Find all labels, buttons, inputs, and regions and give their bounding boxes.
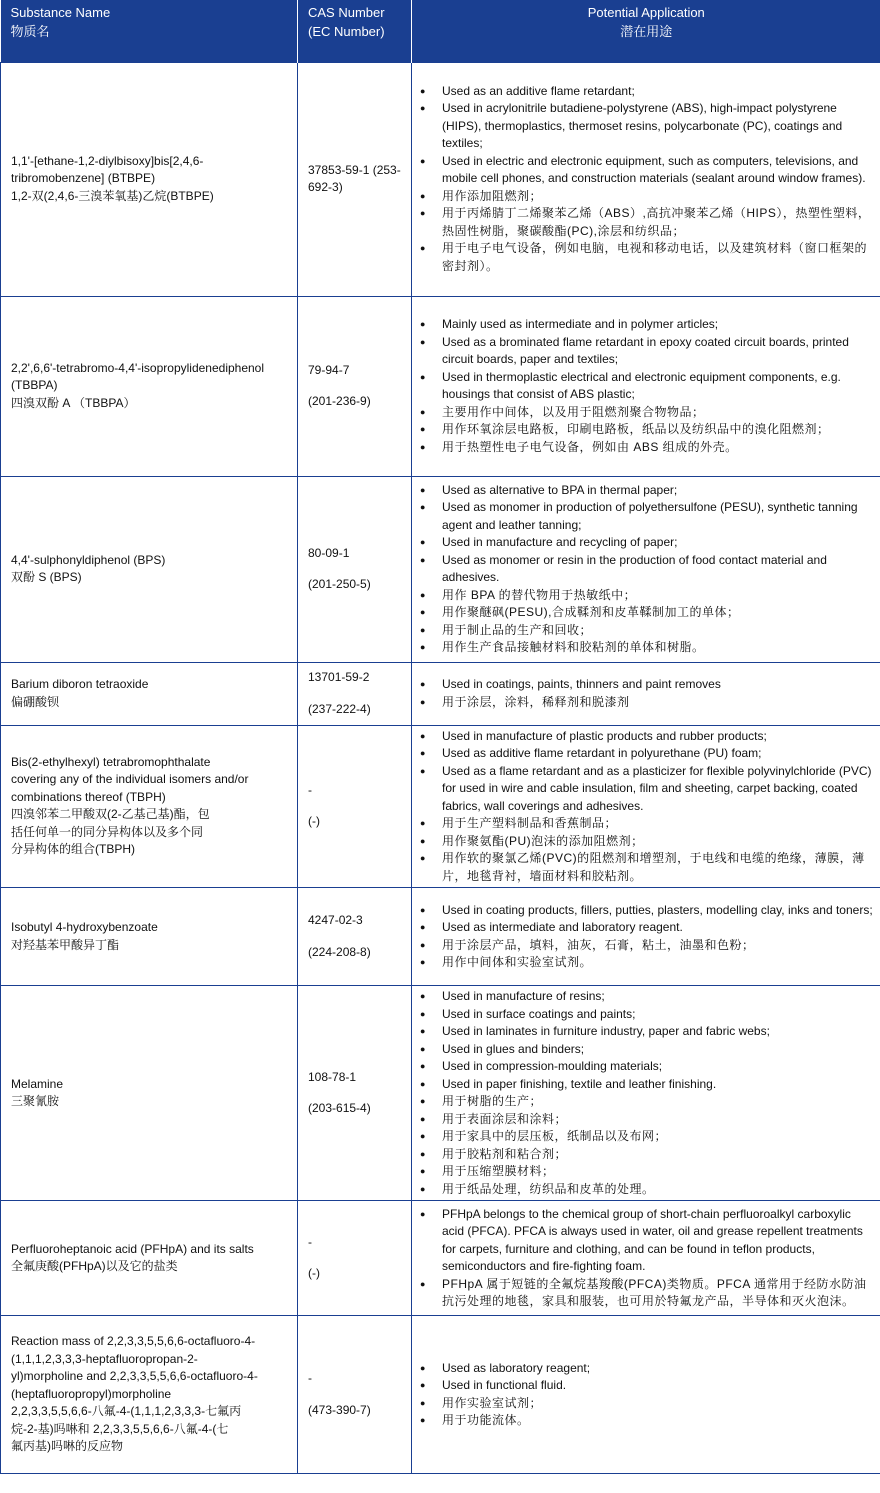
header-application-zh: 潜在用途 xyxy=(620,24,673,39)
application-cell xyxy=(412,476,880,662)
list-item xyxy=(420,850,876,885)
bullet-icon: ● xyxy=(420,537,426,547)
list-item xyxy=(420,1412,876,1430)
ec-number: (201-236-9) xyxy=(308,394,371,408)
bullet-icon: ● xyxy=(420,1362,426,1373)
application-text: 用作软的聚氯乙烯(PVC)的阻燃剂和增塑剂，于电线和电缆的绝缘，薄膜，薄片，地毯背衬，墙面材料和胶粘剂。 xyxy=(442,851,865,883)
application-text: Used in manufacture of plastic products and rubber products; xyxy=(442,728,767,743)
bullet-icon: ● xyxy=(420,1008,426,1019)
list-item xyxy=(420,676,876,694)
application-cell xyxy=(412,986,880,1201)
substance-name-line: Isobutyl 4-hydroxybenzoate xyxy=(11,920,158,934)
application-list xyxy=(420,728,876,886)
ec-number: (-) xyxy=(308,814,320,829)
list-item xyxy=(420,745,876,763)
bullet-icon: ● xyxy=(420,1397,426,1408)
substance-name-line: Reaction mass of 2,2,3,3,5,5,6,6-octafluoro-4- xyxy=(11,1334,256,1349)
bullet-icon: ● xyxy=(420,424,426,434)
substance-name-line: 三聚氰胺 xyxy=(11,1094,60,1108)
application-list xyxy=(420,676,876,711)
list-item xyxy=(420,1181,876,1199)
bullet-icon: ● xyxy=(420,1096,426,1106)
list-item xyxy=(420,728,876,746)
application-text: Used as monomer or resin in the production of food contact material and adhesives. xyxy=(442,552,827,584)
bullet-icon: ● xyxy=(420,589,426,600)
bullet-icon: ● xyxy=(420,484,426,495)
cas-number: 80-09-1 xyxy=(308,545,350,560)
cas-number: 13701-59-2 xyxy=(308,670,370,684)
header-application-en: Potential Application xyxy=(587,5,705,20)
application-cell xyxy=(412,296,880,476)
table-body xyxy=(1,62,880,1474)
bullet-icon: ● xyxy=(420,904,426,915)
substance-name-line: Melamine xyxy=(11,1076,64,1091)
application-list xyxy=(420,902,876,972)
substance-name-line: 4,4'-sulphonyldiphenol (BPS) xyxy=(11,552,166,567)
application-text: 用于树脂的生产； xyxy=(442,1094,543,1108)
cas-number: 4247-02-3 xyxy=(308,913,363,927)
substance-name-cell xyxy=(1,62,298,296)
cas-number-cell xyxy=(298,986,412,1201)
application-text: 用于纸品处理，纺织品和皮革的处理。 xyxy=(442,1181,655,1196)
cas-number-cell xyxy=(298,62,412,296)
list-item xyxy=(420,153,876,188)
list-item xyxy=(420,534,876,552)
bullet-icon: ● xyxy=(420,835,426,846)
list-item xyxy=(420,1058,876,1076)
application-text: 用于热塑性电子电气设备，例如由 ABS 组成的外壳。 xyxy=(442,439,738,454)
application-text: 用作添加阻燃剂； xyxy=(442,188,543,203)
ec-number: (473-390-7) xyxy=(308,1402,371,1417)
bullet-icon: ● xyxy=(420,1148,426,1159)
application-text: Used in functional fluid. xyxy=(442,1378,567,1392)
header-substance-name-zh: 物质名 xyxy=(10,24,50,39)
bullet-icon: ● xyxy=(420,1278,426,1289)
application-text: Used in acrylonitrile butadiene-polystyrene (ABS), high-impact polystyrene (HIPS), thermoplastics, thermoset resins, polycarbonate (PC), coatings and textiles; xyxy=(442,101,843,151)
application-text: 用作生产食品接触材料和胶粘剂的单体和树脂。 xyxy=(442,640,705,654)
bullet-icon: ● xyxy=(420,607,426,617)
list-item xyxy=(420,902,876,920)
bullet-icon: ● xyxy=(420,991,426,1001)
list-item xyxy=(420,205,876,240)
cas-number: 108-78-1 xyxy=(308,1069,357,1084)
application-text: 用作环氧涂层电路板，印刷电路板，纸品以及纺织品中的溴化阻燃剂； xyxy=(442,422,830,436)
list-item xyxy=(420,1006,876,1024)
substance-name-cell xyxy=(1,476,298,662)
application-cell xyxy=(412,1316,880,1474)
list-item xyxy=(420,1377,876,1395)
substance-name-cell xyxy=(1,725,298,888)
cas-number: - xyxy=(308,1371,312,1385)
header-cas-number xyxy=(298,0,412,62)
bullet-icon: ● xyxy=(420,1061,426,1071)
list-item xyxy=(420,552,876,587)
bullet-icon: ● xyxy=(420,1113,426,1124)
application-list xyxy=(420,83,876,276)
table-row xyxy=(1,296,880,476)
application-text: Used in coating products, fillers, putties, plasters, modelling clay, inks and toners; xyxy=(442,902,873,917)
cas-number: 37853-59-1 (253- xyxy=(308,162,401,177)
substance-name-line: 偏硼酸钡 xyxy=(11,694,60,709)
list-item xyxy=(420,919,876,937)
application-cell xyxy=(412,725,880,888)
cas-number-cell xyxy=(298,1201,412,1316)
bullet-icon: ● xyxy=(420,371,426,382)
bullet-icon: ● xyxy=(420,957,426,967)
ec-number: (237-222-4) xyxy=(308,701,371,716)
list-item xyxy=(420,1206,876,1276)
table-header-row xyxy=(1,0,880,62)
application-text: Used in coatings, paints, thinners and paint removes xyxy=(442,677,721,691)
substance-name-line: (heptafluoropropyl)morpholine xyxy=(11,1386,172,1401)
list-item xyxy=(420,937,876,955)
bullet-icon: ● xyxy=(420,85,426,96)
list-item xyxy=(420,83,876,101)
substance-name-line: 四溴双酚 A （TBBPA） xyxy=(11,395,136,410)
cas-number: - xyxy=(308,1234,312,1249)
application-text: 主要用作中间体，以及用于阻燃剂聚合物物品； xyxy=(442,404,705,419)
bullet-icon: ● xyxy=(420,190,426,201)
list-item xyxy=(420,334,876,369)
substance-name-cell xyxy=(1,1201,298,1316)
list-item xyxy=(420,1163,876,1181)
substance-name-cell xyxy=(1,986,298,1201)
cas-number-cell xyxy=(298,296,412,476)
application-cell xyxy=(412,62,880,296)
bullet-icon: ● xyxy=(420,696,426,707)
list-item xyxy=(420,482,876,500)
substance-name-line: 2,2',6,6'-tetrabromo-4,4'-isopropylidenediphenol xyxy=(11,360,265,375)
list-item xyxy=(420,1276,876,1311)
cas-number: 79-94-7 xyxy=(308,362,350,377)
list-item xyxy=(420,1093,876,1111)
substance-name-line: 1,2-双(2,4,6-三溴苯氧基)乙烷(BTBPE) xyxy=(11,188,214,203)
substance-name-line: covering any of the individual isomers and/or xyxy=(11,772,249,787)
application-list xyxy=(420,1206,876,1311)
list-item xyxy=(420,587,876,605)
list-item xyxy=(420,499,876,534)
list-item xyxy=(420,404,876,422)
application-text: Used in manufacture of resins; xyxy=(442,989,605,1003)
bullet-icon: ● xyxy=(420,1026,426,1036)
bullet-icon: ● xyxy=(420,441,426,452)
application-text: Used as alternative to BPA in thermal paper; xyxy=(442,482,678,497)
application-text: 用于制止品的生产和回收； xyxy=(442,622,593,637)
list-item xyxy=(420,694,876,712)
application-text: 用于压缩塑膜材料； xyxy=(442,1164,555,1178)
table-row xyxy=(1,986,880,1201)
ec-number: 692-3) xyxy=(308,180,343,194)
ec-number: (-) xyxy=(308,1266,320,1280)
substance-name-line: 分异构体的组合(TBPH) xyxy=(11,842,135,857)
list-item xyxy=(420,763,876,816)
substance-name-line: tribromobenzene] (BTBPE) xyxy=(11,171,156,186)
application-text: Mainly used as intermediate and in polymer articles; xyxy=(442,317,719,331)
substance-name-line: (TBBPA) xyxy=(11,378,58,393)
substance-name-line: Perfluoroheptanoic acid (PFHpA) and its salts xyxy=(11,1241,254,1256)
application-text: 用于表面涂层和涂料； xyxy=(442,1111,568,1126)
list-item xyxy=(420,815,876,833)
bullet-icon: ● xyxy=(420,853,426,863)
substance-name-line: combinations thereof (TBPH) xyxy=(11,789,166,804)
list-item xyxy=(420,1395,876,1413)
bullet-icon: ● xyxy=(420,679,426,689)
bullet-icon: ● xyxy=(420,939,426,950)
list-item xyxy=(420,622,876,640)
application-text: 用于家具中的层压板，纸制品以及布网； xyxy=(442,1129,668,1143)
application-text: Used in laminates in furniture industry, paper and fabric webs; xyxy=(442,1024,770,1038)
application-text: 用于电子电气设备，例如电脑，电视和移动电话，以及建筑材料（窗口框架的密封剂）。 xyxy=(442,241,868,273)
bullet-icon: ● xyxy=(420,922,426,932)
application-text: Used as monomer in production of polyethersulfone (PESU), synthetic tanning agent and leather tanning; xyxy=(442,500,858,532)
substance-name-line: (1,1,1,2,3,3,3-heptafluoropropan-2- xyxy=(11,1351,198,1366)
table-row xyxy=(1,662,880,725)
table-row xyxy=(1,1201,880,1316)
bullet-icon: ● xyxy=(420,1043,426,1054)
bullet-icon: ● xyxy=(420,624,426,635)
application-cell xyxy=(412,662,880,725)
application-text: 用于涂层产品，填料，油灰，石膏，粘土，油墨和色粉； xyxy=(442,937,755,952)
header-potential-application xyxy=(412,0,880,62)
substance-name-cell xyxy=(1,888,298,986)
bullet-icon: ● xyxy=(420,1183,426,1194)
substance-name-line: 括任何单一的同分异构体以及多个同 xyxy=(11,824,204,839)
list-item xyxy=(420,833,876,851)
application-list xyxy=(420,1360,876,1430)
bullet-icon: ● xyxy=(420,103,426,114)
cas-number-cell xyxy=(298,1316,412,1474)
list-item xyxy=(420,439,876,457)
bullet-icon: ● xyxy=(420,208,426,219)
list-item xyxy=(420,100,876,153)
substance-name-line: Bis(2-ethylhexyl) tetrabromophthalate xyxy=(11,754,211,769)
application-text: Used as a flame retardant and as a plasticizer for flexible polyvinylchloride (PVC) for used in wire and cable insulation, film and sheeting, carpet backing, coated fabrics, wall coverings and adhesives. xyxy=(442,763,872,813)
application-text: 用作聚氨酯(PU)泡沫的添加阻燃剂； xyxy=(442,833,644,848)
application-text: 用作实验室试剂； xyxy=(442,1395,543,1410)
ec-number: (201-250-5) xyxy=(308,577,371,591)
application-text: Used in compression-moulding materials; xyxy=(442,1059,663,1073)
cas-number-cell xyxy=(298,662,412,725)
substance-name-cell xyxy=(1,296,298,476)
bullet-icon: ● xyxy=(420,730,426,741)
bullet-icon: ● xyxy=(420,554,426,565)
application-text: Used in paper finishing, textile and leather finishing. xyxy=(442,1076,717,1091)
cas-number-cell xyxy=(298,476,412,662)
substance-name-line: 双酚 S (BPS) xyxy=(11,570,82,584)
header-substance-name xyxy=(1,0,298,62)
header-cas-number-en: CAS Number xyxy=(308,5,385,20)
application-text: 用于涂层，涂料，稀释剂和脱漆剂 xyxy=(442,694,630,709)
substance-name-line: 对羟基苯甲酸异丁酯 xyxy=(11,937,120,952)
application-text: Used in electric and electronic equipment, such as computers, televisions, and mobile cell phones, and construction materials (sealant around window frames). xyxy=(442,153,866,186)
application-list xyxy=(420,988,876,1198)
bullet-icon: ● xyxy=(420,1415,426,1425)
table-row xyxy=(1,476,880,662)
substance-name-line: 2,2,3,3,5,5,6,6-八氟-4-(1,1,1,2,3,3,3-七氟丙 xyxy=(11,1404,242,1419)
substance-name-line: Barium diboron tetraoxide xyxy=(11,677,149,691)
list-item xyxy=(420,240,876,275)
application-text: Used as laboratory reagent; xyxy=(442,1360,591,1375)
application-text: 用作聚醚砜(PESU),合成鞣剂和皮革鞣制加工的单体； xyxy=(442,605,740,619)
cas-number-cell xyxy=(298,725,412,888)
list-item xyxy=(420,1023,876,1041)
substance-name-line: 全氟庚酸(PFHpA)以及它的盐类 xyxy=(11,1259,178,1273)
application-text: 用作 BPA 的替代物用于热敏纸中； xyxy=(442,587,637,602)
bullet-icon: ● xyxy=(420,765,426,776)
application-text: Used as additive flame retardant in polyurethane (PU) foam; xyxy=(442,746,762,760)
substance-name-cell xyxy=(1,1316,298,1474)
bullet-icon: ● xyxy=(420,243,426,254)
application-text: Used as a brominated flame retardant in epoxy coated circuit boards, printed circuit boards, paper and textiles; xyxy=(442,334,849,366)
list-item xyxy=(420,316,876,334)
bullet-icon: ● xyxy=(420,319,426,329)
list-item xyxy=(420,1128,876,1146)
substance-name-line: 1,1'-[ethane-1,2-diylbisoxy]bis[2,4,6- xyxy=(11,153,204,168)
application-text: Used in manufacture and recycling of paper; xyxy=(442,535,678,549)
application-text: 用作中间体和实验室试剂。 xyxy=(442,955,593,969)
bullet-icon: ● xyxy=(420,155,426,166)
list-item xyxy=(420,1146,876,1164)
header-substance-name-en: Substance Name xyxy=(10,5,111,20)
list-item xyxy=(420,1111,876,1129)
list-item xyxy=(420,188,876,206)
list-item xyxy=(420,421,876,439)
bullet-icon: ● xyxy=(420,1078,426,1089)
bullet-icon: ● xyxy=(420,642,426,652)
cas-number-cell xyxy=(298,888,412,986)
application-list xyxy=(420,482,876,657)
cas-number: - xyxy=(308,782,312,797)
list-item xyxy=(420,1041,876,1059)
bullet-icon: ● xyxy=(420,502,426,512)
bullet-icon: ● xyxy=(420,748,426,758)
list-item xyxy=(420,1360,876,1378)
application-cell xyxy=(412,1201,880,1316)
application-text: Used in thermoplastic electrical and electronic equipment components, e.g. housings that consist of ABS plastic; xyxy=(442,369,841,401)
header-ec-number: (EC Number) xyxy=(308,24,385,39)
application-text: 用于生产塑料制品和香蕉制品； xyxy=(442,816,618,830)
list-item xyxy=(420,988,876,1006)
application-text: PFHpA belongs to the chemical group of short-chain perfluoroalkyl carboxylic acid (PFCA). PFCA is always used in water, oil and grease repellent treatments for carpets, furniture and clothing, and can be found in teflon products, semiconductors and fire-fighting foam. xyxy=(442,1206,863,1273)
bullet-icon: ● xyxy=(420,1208,426,1219)
bullet-icon: ● xyxy=(420,1380,426,1390)
application-text: 用于丙烯腈丁二烯聚苯乙烯（ABS）,高抗冲聚苯乙烯（HIPS），热塑性塑料，热固性树脂，聚碳酸酯(PC),涂层和纺织品； xyxy=(442,206,871,238)
substance-name-cell xyxy=(1,662,298,725)
application-text: Used in surface coatings and paints; xyxy=(442,1006,636,1021)
application-list xyxy=(420,316,876,456)
table-row xyxy=(1,1316,880,1474)
bullet-icon: ● xyxy=(420,336,426,347)
substance-name-line: 烷-2-基)吗啉和 2,2,3,3,5,5,6,6-八氟-4-(七 xyxy=(11,1421,229,1436)
application-cell xyxy=(412,888,880,986)
bullet-icon: ● xyxy=(420,818,426,828)
bullet-icon: ● xyxy=(420,1131,426,1141)
list-item xyxy=(420,954,876,972)
application-text: 用于胶粘剂和粘合剂； xyxy=(442,1146,568,1161)
application-text: Used as intermediate and laboratory reagent. xyxy=(442,920,683,934)
list-item xyxy=(420,369,876,404)
application-text: Used in glues and binders; xyxy=(442,1041,585,1056)
ec-number: (203-615-4) xyxy=(308,1101,371,1115)
substance-name-line: yl)morpholine and 2,2,3,3,5,5,6,6-octafluoro-4- xyxy=(11,1369,258,1384)
application-text: PFHpA 属于短链的全氟烷基羧酸(PFCA)类物质。PFCA 通常用于经防水防油抗污处理的地毯，家具和服装，也可用於特氟龙产品，半导体和灭火泡沫。 xyxy=(442,1276,867,1308)
table-row xyxy=(1,62,880,296)
bullet-icon: ● xyxy=(420,1166,426,1176)
list-item xyxy=(420,604,876,622)
ec-number: (224-208-8) xyxy=(308,944,371,959)
table-row xyxy=(1,725,880,888)
substance-name-line: 氟丙基)吗啉的反应物 xyxy=(11,1439,123,1454)
substance-name-line: 四溴邻苯二甲酸双(2-乙基己基)酯，包 xyxy=(11,807,210,822)
application-text: Used as an additive flame retardant; xyxy=(442,83,635,98)
bullet-icon: ● xyxy=(420,406,426,417)
table-row xyxy=(1,888,880,986)
list-item xyxy=(420,1076,876,1094)
application-text: 用于功能流体。 xyxy=(442,1413,530,1427)
list-item xyxy=(420,639,876,657)
